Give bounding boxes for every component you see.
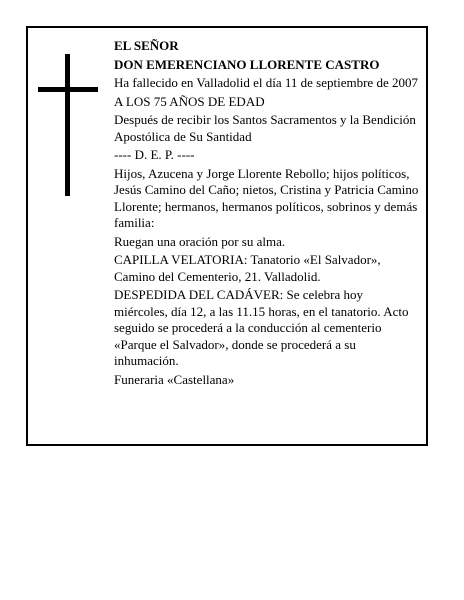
obituary-text [114,38,420,390]
deceased-name: DON EMERENCIANO LLORENTE CASTRO [114,56,380,72]
sacraments-paragraph: Después de recibir los Santos Sacramentos y la Bendición Apostólica de Su Santidad [114,112,416,144]
death-date-paragraph: Ha fallecido en Valladolid el día 11 de septiembre de 2007 [114,75,418,90]
farewell-paragraph: DESPEDIDA DEL CADÁVER: Se celebra hoy miércoles, día 12, a las 11.15 horas, en el tanatorio. Acto seguido se procederá a la conducción al cementerio «Parque el Salvador», donde se procederá a su inhumación. [114,287,409,368]
cross-icon [38,54,98,196]
cross-vertical-bar [65,54,70,196]
age-paragraph: A LOS 75 AÑOS DE EDAD [114,93,265,109]
rip-line: ---- D. E. P. ---- [114,147,195,162]
funeral-home-paragraph: Funeraria «Castellana» [114,371,235,387]
prayer-paragraph: Ruegan una oración por su alma. [114,233,286,249]
chapel-paragraph: CAPILLA VELATORIA: Tanatorio «El Salvador», Camino del Cementerio, 21. Valladolid. [114,252,381,284]
cross-horizontal-bar [38,87,98,92]
notice-title: EL SEÑOR [114,38,179,53]
family-paragraph: Hijos, Azucena y Jorge Llorente Rebollo; hijos políticos, Jesús Camino del Caño; nietos, Cristina y Patricia Camino Llorente; hermanos, hermanos políticos, sobrinos y demás familia: [114,165,419,230]
